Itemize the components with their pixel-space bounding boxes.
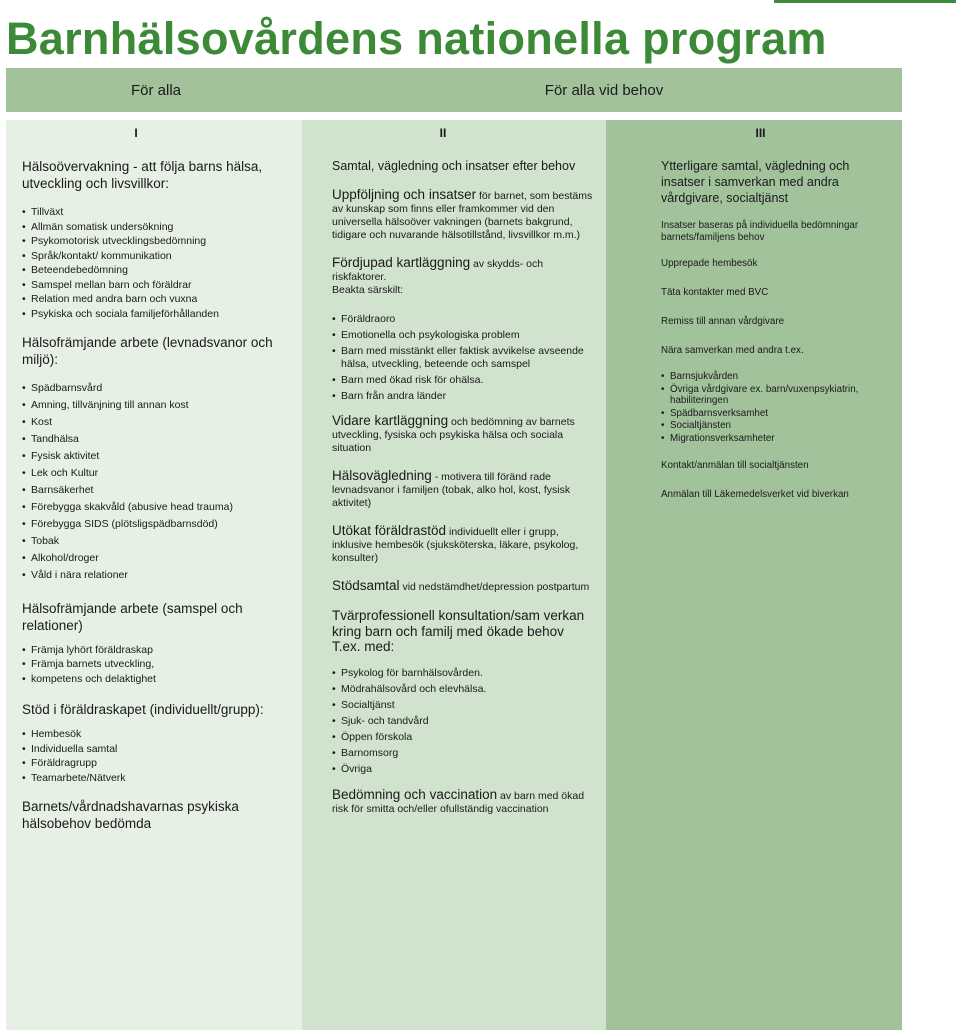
- column-ii: [302, 120, 606, 1030]
- kontakt-socialtjansten-text: Kontakt/anmälan till socialtjänsten: [661, 460, 809, 471]
- list-item: • Tandhälsa: [22, 433, 290, 446]
- list-item: • Migrationsverksamheter: [661, 433, 890, 445]
- column-i: [6, 120, 302, 1030]
- list-item: • Relation med andra barn och vuxna: [22, 293, 290, 306]
- list-item: • Barn från andra länder: [332, 390, 594, 403]
- bedomning-vaccination-paragraph: [332, 788, 594, 816]
- list-item: • Emotionella och psykologiska problem: [332, 329, 594, 342]
- ytterligare-samtal-heading: Ytterligare samtal, vägledning och insatser i samverkan med andra vårdgivare, socialtjänst: [661, 159, 850, 205]
- header-for-alla: För alla: [130, 81, 182, 99]
- insatser-baseras-text: Insatser baseras på individuella bedömningar barnets/familjens behov: [661, 220, 859, 243]
- uppfoljning-body: för barnet, som bestäms av kunskap som finns eller framkommer vid den universella hälsoöver vakningen (barnets bakgrund, tidigare och nuvarande hälsotillstånd, livsvillkor m.m.): [332, 190, 593, 241]
- top-accent-line: [774, 0, 956, 3]
- section-halsoframjande-levnadsvanor-title: Hälsofrämjande arbete (levnadsvanor och miljö):: [22, 335, 273, 367]
- list-item: • Barnomsorg: [332, 747, 594, 760]
- fordjupad-kartlaggning-heading: Fördjupad kartläggning: [332, 255, 471, 270]
- tata-kontakter-text: Täta kontakter med BVC: [661, 287, 769, 298]
- list-item: • Föräldragrupp: [22, 757, 290, 770]
- uppfoljning-heading: Uppföljning och insatser: [332, 187, 477, 202]
- list-item: • Förebygga skakvåld (abusive head trauma): [22, 501, 290, 514]
- list-item: • Samspel mellan barn och föräldrar: [22, 279, 290, 292]
- anmalan-lakemedelsverket-text: Anmälan till Läkemedelsverket vid biverkan: [661, 489, 849, 500]
- fordjupad-kartlaggning-list: [332, 313, 594, 402]
- fordjupad-kartlaggning-paragraph: [332, 256, 594, 297]
- page-title: Barnhälsovårdens nationella program: [6, 13, 827, 64]
- list-item: • Socialtjänst: [332, 699, 594, 712]
- list-item: • Barnsäkerhet: [22, 484, 290, 497]
- section-stod-foraldraskapet-list: [22, 728, 290, 784]
- section-halsoframjande-samspel-list: [22, 644, 290, 686]
- list-item: • Psykomotorisk utvecklingsbedömning: [22, 235, 290, 248]
- samverkan-list: [661, 371, 890, 444]
- list-item: • Förebygga SIDS (plötsligspädbarnsdöd): [22, 518, 290, 531]
- column-iii: [606, 120, 902, 1030]
- list-item: • Hembesök: [22, 728, 290, 741]
- list-item: • Spädbarnsvård: [22, 382, 290, 395]
- section-halsoframjande-samspel-title: Hälsofrämjande arbete (samspel och relationer): [22, 600, 243, 633]
- stodsamtal-heading: Stödsamtal: [332, 578, 400, 593]
- header-for-alla-vid-behov: För alla vid behov: [544, 81, 664, 99]
- section-psykiska-halsobehov-title: Barnets/vårdnadshavarnas psykiska hälsobehov bedömda: [22, 799, 239, 831]
- list-item: • Lek och Kultur: [22, 467, 290, 480]
- vidare-kartlaggning-body: och bedömning av barnets utveckling, fysiska och psykiska hälsa och sociala situation: [332, 416, 575, 454]
- list-item: • Tobak: [22, 535, 290, 548]
- list-item: • Kost: [22, 416, 290, 429]
- list-item: • Psykiska och sociala familjeförhållanden: [22, 308, 290, 321]
- halsovagledning-body: - motivera till föränd rade levnadsvanor i familjen (tobak, alko hol, kost, fysisk aktivitet): [332, 471, 571, 509]
- section-halsoframjande-levnadsvanor-list: [22, 382, 290, 582]
- section-stod-foraldraskapet-title: Stöd i föräldraskapet (individuellt/grupp):: [22, 702, 264, 717]
- tex-med-label: T.ex. med:: [332, 639, 395, 654]
- list-item: • Allmän somatisk undersökning: [22, 221, 290, 234]
- tvarprofessionell-list: [332, 667, 594, 776]
- column-iii-numeral: III: [755, 126, 766, 140]
- list-item: • Barn med ökad risk för ohälsa.: [332, 374, 594, 387]
- halsovagledning-heading: Hälsovägledning: [332, 468, 432, 483]
- list-item: • Alkohol/droger: [22, 552, 290, 565]
- fordjupad-kartlaggning-body: av skydds- och riskfaktorer.: [332, 258, 544, 283]
- header-band: [6, 68, 902, 112]
- column-ii-numeral: II: [439, 126, 447, 140]
- list-item: • Sjuk- och tandvård: [332, 715, 594, 728]
- list-item: • Språk/kontakt/ kommunikation: [22, 250, 290, 263]
- list-item: • Mödrahälsovård och elevhälsa.: [332, 683, 594, 696]
- list-item: • Socialtjänsten: [661, 420, 890, 432]
- tvarprofessionell-heading: Tvärprofessionell konsultation/sam verkan kring barn och familj med ökade behov: [332, 608, 585, 639]
- column-i-numeral: I: [134, 126, 138, 140]
- list-item: • Fysisk aktivitet: [22, 450, 290, 463]
- list-item: • Beteendebedömning: [22, 264, 290, 277]
- vidare-kartlaggning-paragraph: [332, 414, 594, 455]
- list-item: • Våld i nära relationer: [22, 569, 290, 582]
- list-item: • kompetens och delaktighet: [22, 673, 290, 686]
- beakta-sarskilt-label: Beakta särskilt:: [332, 284, 404, 296]
- list-item: • Övriga vårdgivare ex. barn/vuxenpsykiatrin, habiliteringen: [661, 384, 890, 407]
- uppfoljning-paragraph: [332, 188, 594, 242]
- remiss-text: Remiss till annan vårdgivare: [661, 316, 785, 327]
- list-item: • Barn med misstänkt eller faktisk avvikelse avseende hälsa, utveckling, beteende och samspel: [332, 345, 594, 370]
- program-columns: [6, 120, 902, 1030]
- bedomning-vaccination-body: av barn med ökad risk för smitta och/eller ofullständig vaccination: [332, 789, 585, 815]
- bedomning-vaccination-heading: Bedömning och vaccination: [332, 786, 498, 802]
- list-item: • Individuella samtal: [22, 743, 290, 756]
- list-item: • Främja lyhört föräldraskap: [22, 644, 290, 657]
- list-item: • Amning, tillvänjning till annan kost: [22, 399, 290, 412]
- nara-samverkan-text: Nära samverkan med andra t.ex.: [661, 345, 804, 356]
- list-item: • Spädbarnsverksamhet: [661, 408, 890, 420]
- stodsamtal-paragraph: [332, 579, 594, 594]
- utokat-foraldrastod-heading: Utökat föräldrastöd: [332, 523, 447, 538]
- list-item: • Tillväxt: [22, 206, 290, 219]
- utokat-foraldrastod-paragraph: [332, 524, 594, 565]
- list-item: • Främja barnets utveckling,: [22, 658, 290, 671]
- list-item: • Teamarbete/Nätverk: [22, 772, 290, 785]
- section-halsoovervakning-list: [22, 206, 290, 320]
- halsovagledning-paragraph: [332, 469, 594, 510]
- tvarprofessionell-paragraph: [332, 608, 594, 655]
- list-item: • Öppen förskola: [332, 731, 594, 744]
- list-item: • Föräldraoro: [332, 313, 594, 326]
- list-item: • Övriga: [332, 763, 594, 776]
- samtal-vagledning-heading: Samtal, vägledning och insatser efter behov: [332, 159, 576, 173]
- upprepade-hembesok-text: Upprepade hembesök: [661, 258, 758, 269]
- stodsamtal-body: vid nedstämdhet/depression postpartum: [399, 581, 590, 593]
- list-item: • Psykolog för barnhälsovården.: [332, 667, 594, 680]
- list-item: • Barnsjukvården: [661, 371, 890, 383]
- section-halsoovervakning-title: Hälsoövervakning - att följa barns hälsa, utveckling och livsvillkor:: [22, 159, 263, 191]
- utokat-foraldrastod-body: individuellt eller i grupp, inklusive hembesök (sjuksköterska, läkare, psykolog, konsulter): [332, 526, 579, 564]
- vidare-kartlaggning-heading: Vidare kartläggning: [332, 413, 449, 428]
